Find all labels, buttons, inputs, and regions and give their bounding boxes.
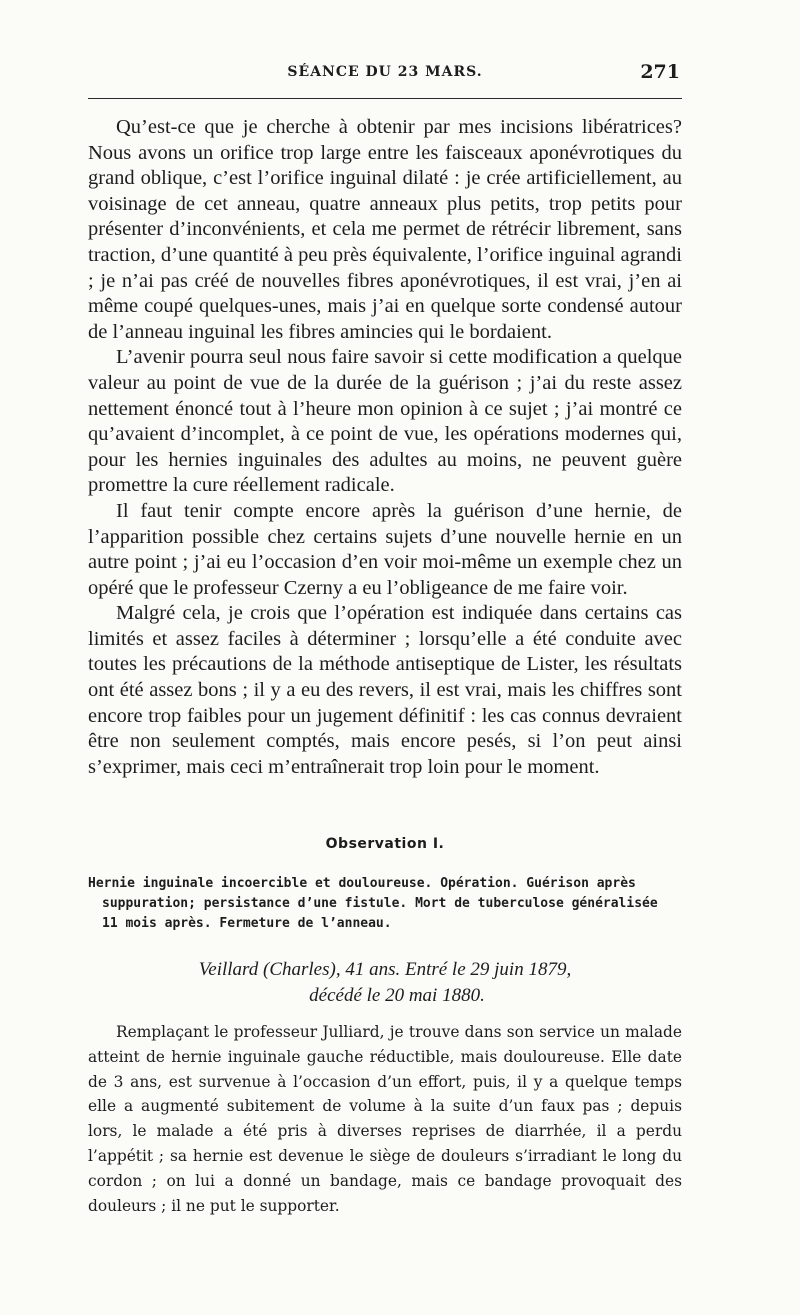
page-header (88, 58, 682, 92)
summary-line: Hernie inguinale incoercible et douloureuse. Opération. Guérison après (88, 876, 636, 891)
observation-summary (88, 874, 682, 934)
paragraph: L’avenir pourra seul nous faire savoir si cette modification a quelque valeur au point de vue de la durée de la guérison ; j’ai du reste assez nettement énoncé tout à l’heure mon opinion à ce sujet ; j’ai montré ce qu’avaient d’incomplet, à ce point de vue, les opérations modernes qui, pour les hernies inguinales des adultes au moins, ne peuvent guère promettre la cure réellement radicale. (88, 346, 682, 497)
paragraph: Malgré cela, je crois que l’opération est indiquée dans certains cas limités et assez faciles à déterminer ; lorsqu’elle a été conduite avec toutes les précautions de la méthode antiseptique de Lister, les résultats ont été assez bons ; il y a eu des revers, il est vrai, mais les chiffres sont encore trop faibles pour un jugement définitif : les cas connus devraient être non seulement comptés, mais encore pesés, si l’on peut ainsi s’exprimer, mais ceci m’entraînerait trop loin pour le moment. (88, 602, 682, 778)
header-rule (88, 98, 682, 99)
paragraph: Qu’est-ce que je cherche à obtenir par mes incisions libératrices? Nous avons un orifice trop large entre les faisceaux aponévrotiques du grand oblique, c’est l’orifice inguinal dilaté : je crée artificiellement, au voisinage de cet anneau, quatre anneaux plus petits, trop petits pour présenter d’inconvénients, et cela me permet de rétrécir librement, sans traction, d’une quantité à peu près équivalente, l’orifice inguinal agrandi ; je n’ai pas créé de nouvelles fibres aponévrotiques, il est vrai, j’en ai même coupé quelques-unes, mais j’ai en quelque sorte condensé autour de l’anneau inguinal les fibres amincies qui le bordaient. (88, 116, 682, 343)
running-title: SÉANCE DU 23 MARS. (287, 64, 483, 80)
summary-line: 11 mois après. Fermeture de l’anneau. (102, 916, 392, 931)
patient-dates: décédé le 20 mai 1880. (309, 985, 485, 1006)
page-number: 271 (640, 61, 680, 83)
observation-title: Observation I. (325, 836, 445, 852)
patient-line: Veillard (Charles), 41 ans. Entré le 29 juin 1879, (198, 959, 572, 980)
case-paragraph: Remplaçant le professeur Julliard, je trouve dans son service un malade atteint de hernie inguinale gauche réductible, mais douloureuse. Elle date de 3 ans, est survenue à l’occasion d’un effort, puis, il y a quelque temps elle a augmenté subitement de volume à la suite d’un faux pas ; depuis lors, le malade a été pris à diverses reprises de diarrhée, il a perdu l’appétit ; sa hernie est devenue le siège de douleurs s’irradiant le long du cordon ; on lui a donné un bandage, mais ce bandage provoquait des douleurs ; il ne put le supporter. (88, 1023, 682, 1215)
paragraph: Il faut tenir compte encore après la guérison d’une hernie, de l’apparition possible chez certains sujets d’une nouvelle hernie en un autre point ; j’ai eu l’occasion d’en voir moi-même un exemple chez un opéré que le professeur Czerny a eu l’obligeance de me faire voir. (88, 499, 682, 599)
main-text (88, 115, 682, 780)
case-description (88, 1020, 682, 1218)
book-page (88, 58, 682, 1215)
summary-line: suppuration; persistance d’une fistule. Mort de tuberculose généralisée (102, 896, 658, 911)
patient-info (88, 957, 682, 1009)
